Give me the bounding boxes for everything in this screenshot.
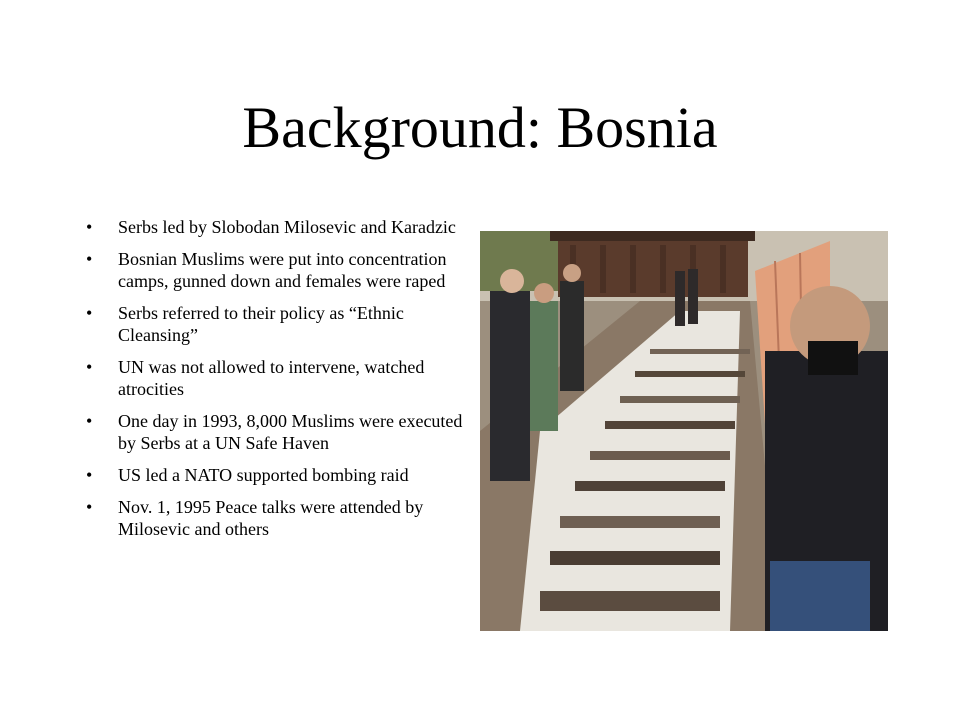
bullet-item (86, 496, 466, 540)
bullet-marker: • (86, 357, 93, 377)
photo (480, 231, 888, 631)
bullet-marker: • (86, 249, 93, 269)
bullet-list (86, 216, 466, 550)
bullet-item (86, 464, 466, 486)
bullet-item (86, 356, 466, 400)
bullet-marker: • (86, 465, 93, 485)
photo-illustration (480, 231, 888, 631)
bullet-text: Serbs led by Slobodan Milosevic and Karadzic (118, 217, 456, 237)
bullet-text: US led a NATO supported bombing raid (118, 465, 409, 485)
bullet-marker: • (86, 497, 93, 517)
bullet-item (86, 410, 466, 454)
bullet-text: One day in 1993, 8,000 Muslims were executed by Serbs at a UN Safe Haven (118, 411, 463, 453)
bullet-marker: • (86, 411, 93, 431)
bullet-item (86, 216, 466, 238)
bullet-marker: • (86, 217, 93, 237)
slide-title: Background: Bosnia (242, 95, 718, 160)
bullet-text: Bosnian Muslims were put into concentration camps, gunned down and females were raped (118, 249, 447, 291)
bullet-text: Nov. 1, 1995 Peace talks were attended by Milosevic and others (118, 497, 424, 539)
bullet-text: Serbs referred to their policy as “Ethnic Cleansing” (118, 303, 404, 345)
bullet-item (86, 248, 466, 292)
bullet-item (86, 302, 466, 346)
bullet-marker: • (86, 303, 93, 323)
bullet-text: UN was not allowed to intervene, watched atrocities (118, 357, 425, 399)
